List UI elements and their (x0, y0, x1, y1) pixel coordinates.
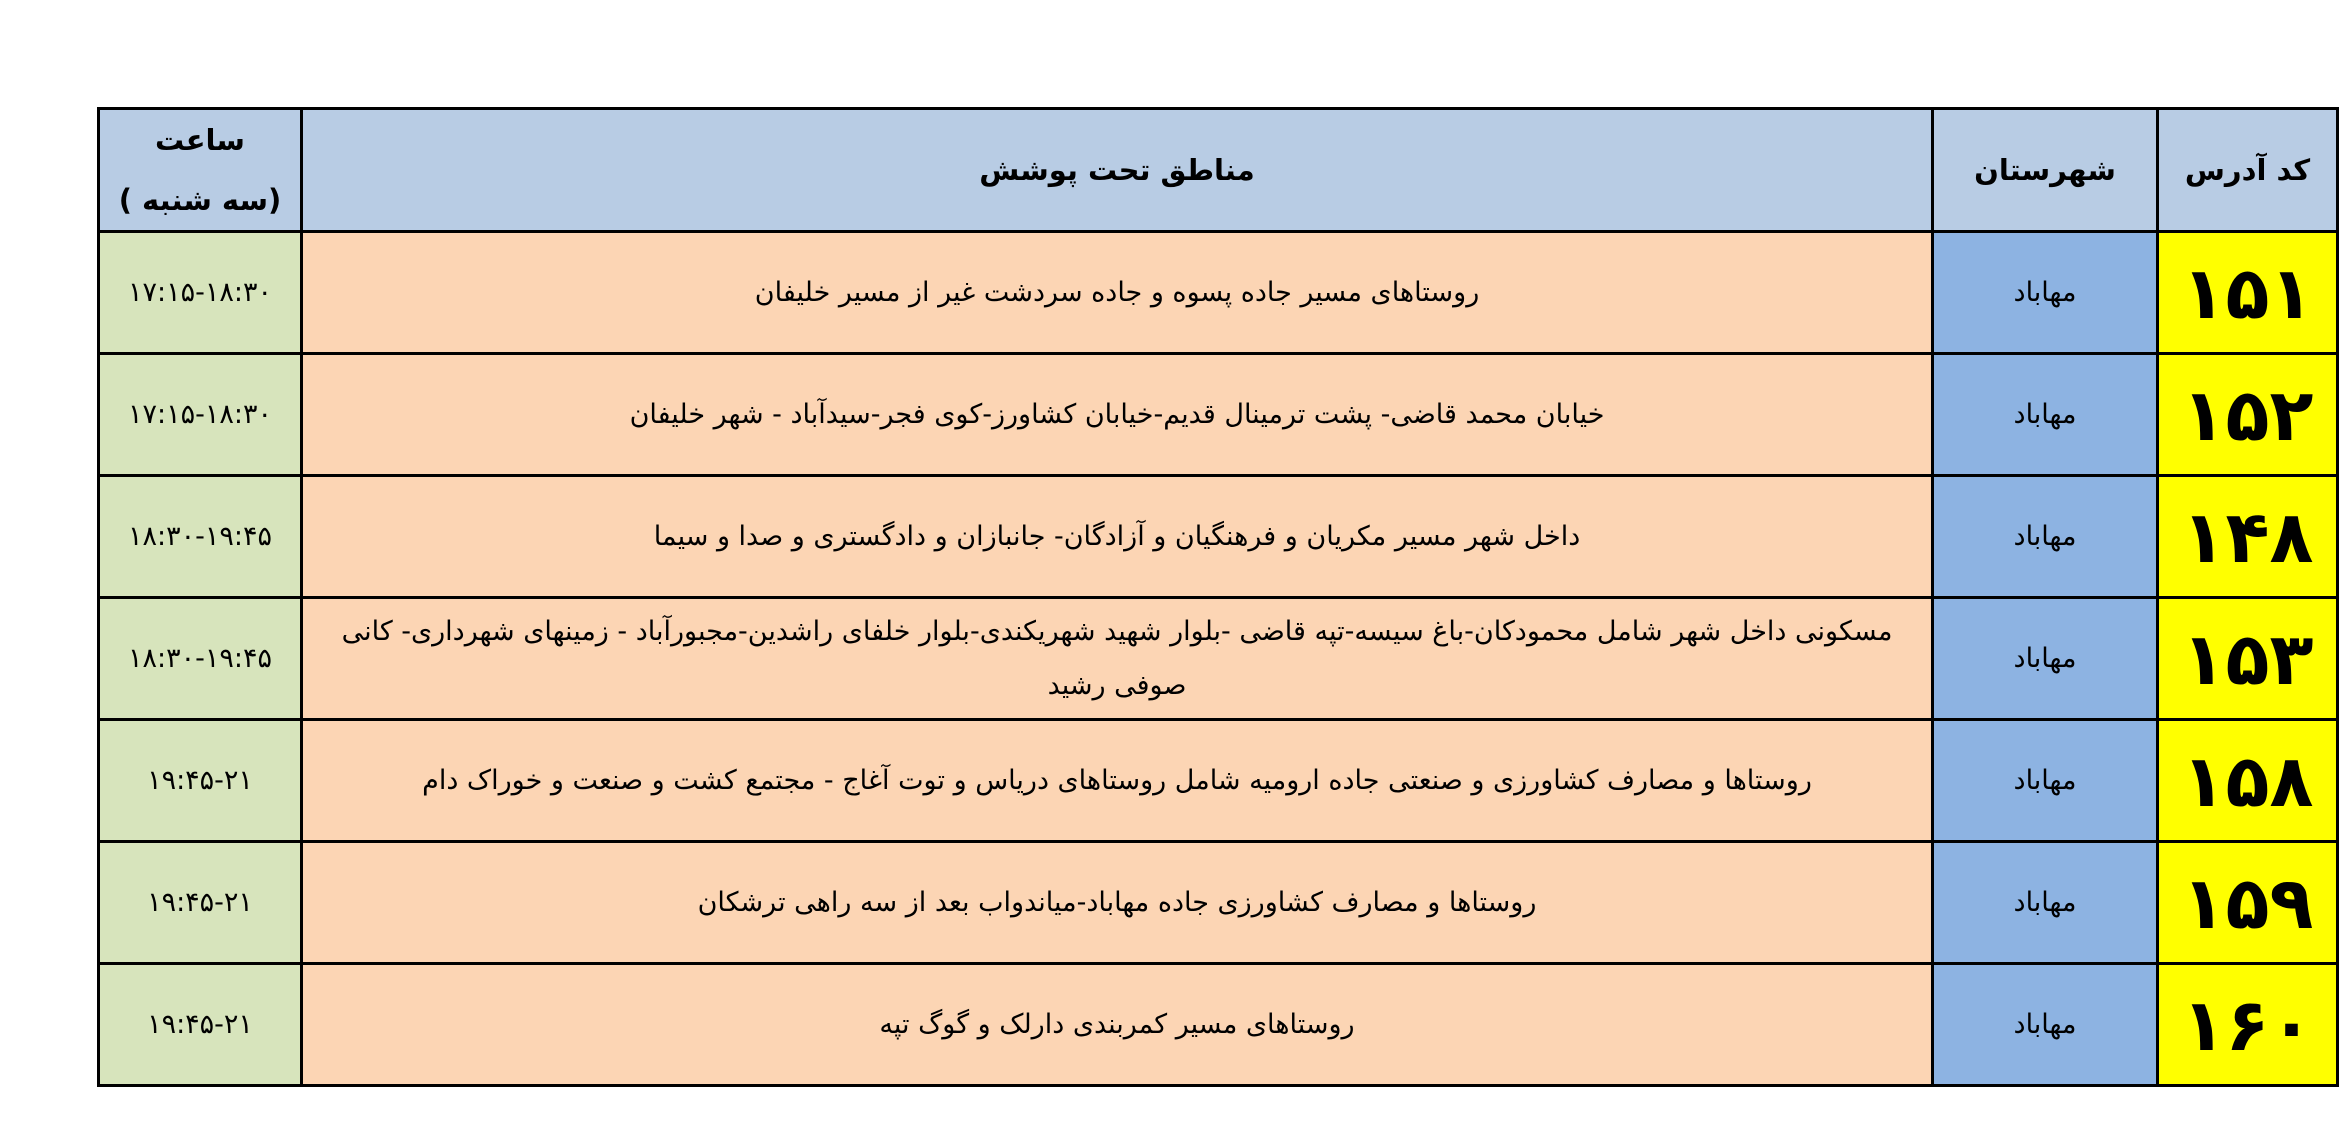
header-city: شهرستان (1933, 109, 2158, 232)
time-range: ۱۹:۴۵-۲۱ (99, 720, 302, 842)
header-row (99, 109, 2338, 232)
covered-areas: داخل شهر مسیر مکریان و فرهنگیان و آزادگان- جانبازان و دادگستری و صدا و سیما (302, 476, 1933, 598)
header-time-day: (سه شنبه ) (118, 183, 282, 217)
table-row (99, 964, 2338, 1086)
city-name: مهاباد (1933, 964, 2158, 1086)
city-name: مهاباد (1933, 720, 2158, 842)
table-row (99, 598, 2338, 720)
city-name: مهاباد (1933, 354, 2158, 476)
time-range: ۱۹:۴۵-۲۱ (99, 964, 302, 1086)
covered-areas: روستاهای مسیر کمربندی دارلک و گوگ تپه (302, 964, 1933, 1086)
header-time-title: ساعت (155, 123, 245, 157)
time-range: ۱۷:۱۵-۱۸:۳۰ (99, 232, 302, 354)
address-code: ۱۵۸ (2158, 720, 2338, 842)
covered-areas: روستاهای مسیر جاده پسوه و جاده سردشت غیر از مسیر خلیفان (302, 232, 1933, 354)
city-name: مهاباد (1933, 842, 2158, 964)
time-range: ۱۷:۱۵-۱۸:۳۰ (99, 354, 302, 476)
covered-areas: مسکونی داخل شهر شامل محمودکان-باغ سیسه-تپه قاضی -بلوار شهید شهریکندی-بلوار خلفای راشدین-مجبورآباد - زمینهای شهرداری- کانی صوفی رشید (302, 598, 1933, 720)
time-range: ۱۸:۳۰-۱۹:۴۵ (99, 598, 302, 720)
header-area: مناطق تحت پوشش (302, 109, 1933, 232)
address-code: ۱۶۰ (2158, 964, 2338, 1086)
time-range: ۱۸:۳۰-۱۹:۴۵ (99, 476, 302, 598)
address-code: ۱۵۹ (2158, 842, 2338, 964)
outage-schedule-table (97, 107, 2339, 1087)
covered-areas: خیابان محمد قاضی- پشت ترمینال قدیم-خیابان کشاورز-کوی فجر-سیدآباد - شهر خلیفان (302, 354, 1933, 476)
table-row (99, 476, 2338, 598)
table-row (99, 720, 2338, 842)
header-time (99, 109, 302, 232)
table-row (99, 232, 2338, 354)
table-row (99, 842, 2338, 964)
address-code: ۱۵۲ (2158, 354, 2338, 476)
address-code: ۱۵۳ (2158, 598, 2338, 720)
address-code: ۱۴۸ (2158, 476, 2338, 598)
covered-areas: روستاها و مصارف کشاورزی و صنعتی جاده ارومیه شامل روستاهای دریاس و توت آغاج - مجتمع کشت و صنعت و خوراک دام (302, 720, 1933, 842)
table-row (99, 354, 2338, 476)
covered-areas: روستاها و مصارف کشاورزی جاده مهاباد-میاندواب بعد از سه راهی ترشکان (302, 842, 1933, 964)
city-name: مهاباد (1933, 476, 2158, 598)
outage-schedule-sheet (97, 107, 2339, 1082)
city-name: مهاباد (1933, 232, 2158, 354)
header-code: کد آدرس (2158, 109, 2338, 232)
address-code: ۱۵۱ (2158, 232, 2338, 354)
city-name: مهاباد (1933, 598, 2158, 720)
time-range: ۱۹:۴۵-۲۱ (99, 842, 302, 964)
